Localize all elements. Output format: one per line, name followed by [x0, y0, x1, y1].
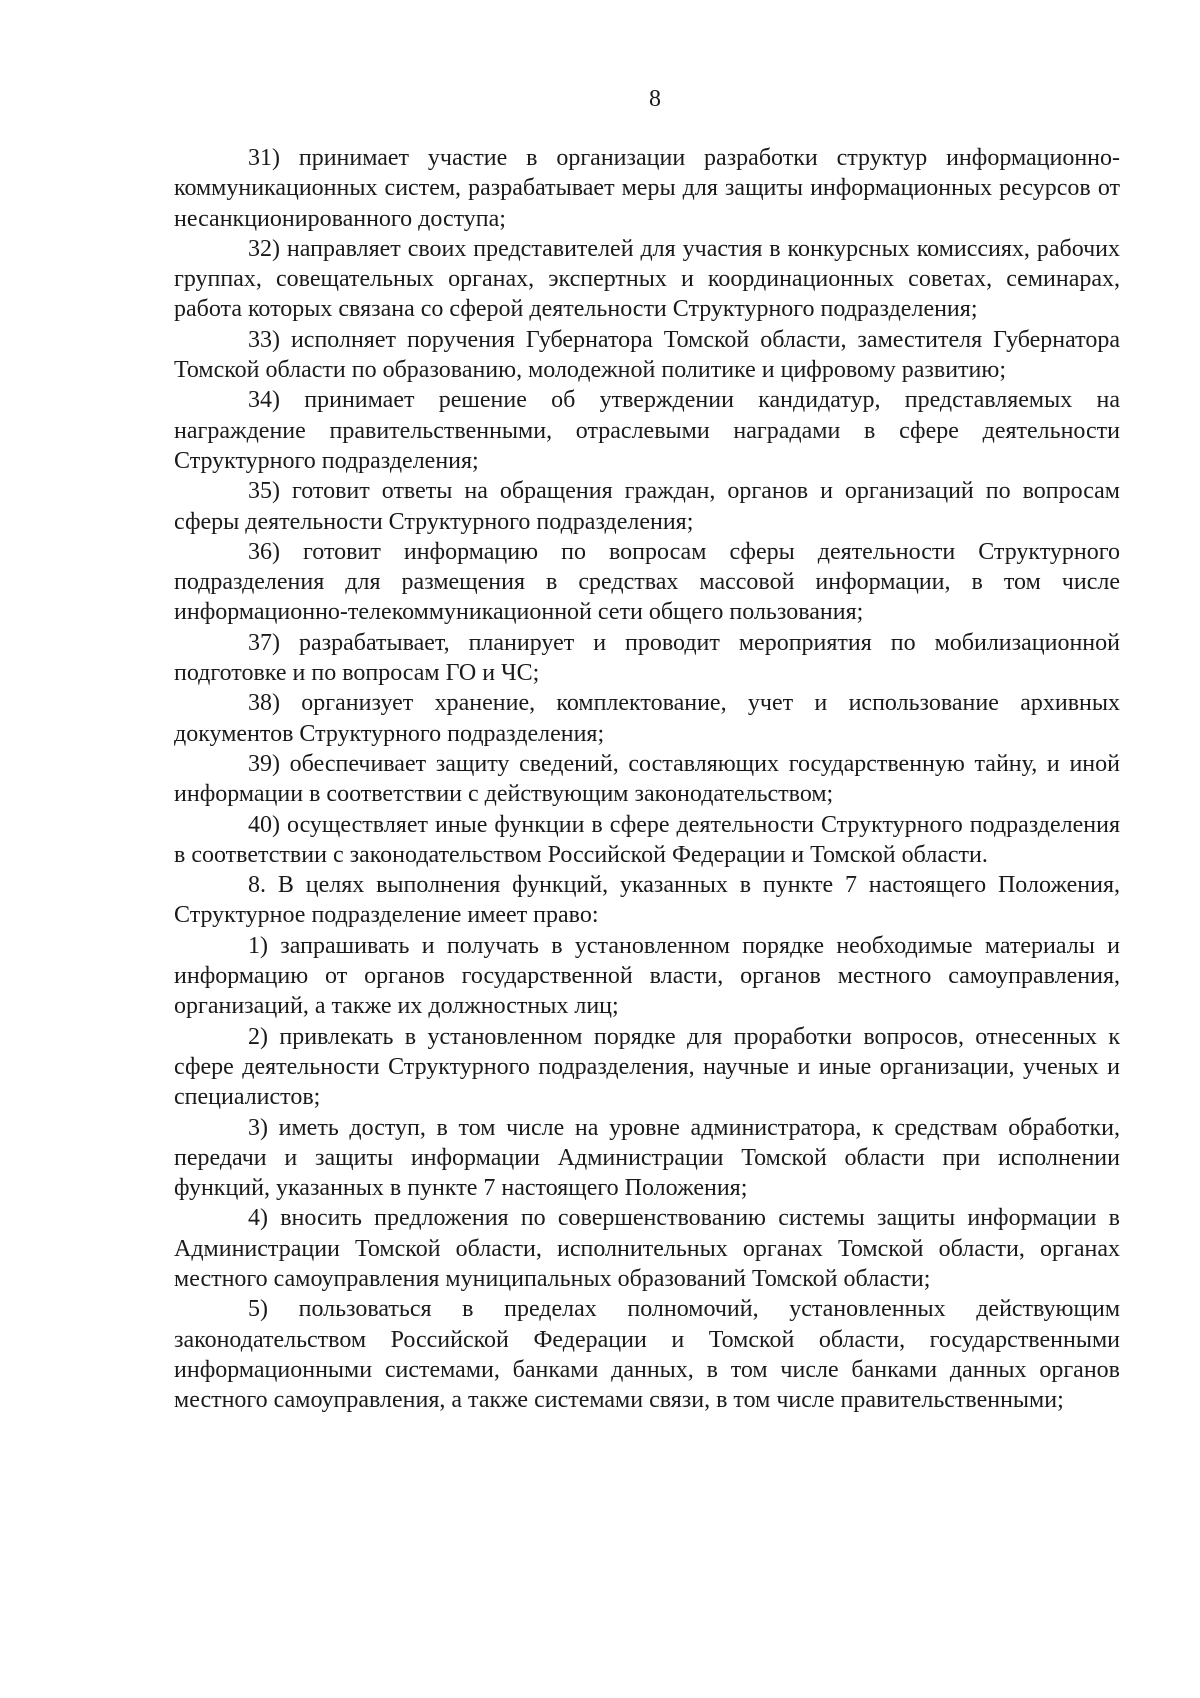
paragraph-item-40: 40) осуществляет иные функции в сфере деятельности Структурного подразделения в соответствии с законодательством Российской Федерации и Томской области.: [174, 811, 1120, 868]
right-item-1: 1) запрашивать и получать в установленном порядке необходимые материалы и информацию от органов государственной власти, органов местного самоуправления, организаций, а также их должностных лиц;: [174, 932, 1120, 1020]
right-item-5: 5) пользоваться в пределах полномочий, установленных действующим законодательством Российской Федерации и Томской области, государственными информационными системами, банками данных, в том числе банками данных органов местного самоуправления, а также системами связи, в том числе правительственными;: [174, 1296, 1120, 1414]
paragraph-item-37: 37) разрабатывает, планирует и проводит мероприятия по мобилизационной подготовке и по вопросам ГО и ЧС;: [174, 629, 1120, 687]
paragraph-item-33: 33) исполняет поручения Губернатора Томской области, заместителя Губернатора Томской области по образованию, молодежной политике и цифровому развитию;: [174, 326, 1120, 384]
right-item-2: 2) привлекать в установленном порядке для проработки вопросов, отнесенных к сфере деятельности Структурного подразделения, научные и иные организации, ученых и специалистов;: [174, 1023, 1120, 1111]
paragraph-item-35: 35) готовит ответы на обращения граждан, органов и организаций по вопросам сферы деятельности Структурного подразделения;: [174, 478, 1120, 535]
paragraph-item-38: 38) организует хранение, комплектование, учет и использование архивных документов Структурного подразделения;: [174, 690, 1120, 747]
document-body: [174, 143, 1120, 1415]
paragraph-item-36: 36) готовит информацию по вопросам сферы деятельности Структурного подразделения для размещения в средствах массовой информации, в том числе информационно-телекоммуникационной сети общего пользования;: [174, 538, 1120, 626]
paragraph-item-31: 31) принимает участие в организации разработки структур информационно-коммуникационных систем, разрабатывает меры для защиты информационных ресурсов от несанкционированного доступа;: [174, 145, 1120, 232]
paragraph-item-34: 34) принимает решение об утверждении кандидатур, представляемых на награждение правительственными, отраслевыми наградами в сфере деятельности Структурного подразделения;: [174, 387, 1120, 474]
page-number: 8: [649, 86, 661, 112]
right-item-4: 4) вносить предложения по совершенствованию системы защиты информации в Администрации Томской области, исполнительных органах Томской области, органах местного самоуправления муниципальных образований Томской области;: [174, 1205, 1120, 1292]
right-item-3: 3) иметь доступ, в том числе на уровне администратора, к средствам обработки, передачи и защиты информации Администрации Томской области при исполнении функций, указанных в пункте 7 настоящего Положения;: [174, 1114, 1120, 1202]
section-8-intro: 8. В целях выполнения функций, указанных в пункте 7 настоящего Положения, Структурное подразделение имеет право:: [174, 872, 1120, 929]
paragraph-item-39: 39) обеспечивает защиту сведений, составляющих государственную тайну, и иной информации в соответствии с действующим законодательством;: [174, 750, 1120, 808]
paragraph-item-32: 32) направляет своих представителей для участия в конкурсных комиссиях, рабочих группах, совещательных органах, экспертных и координационных советах, семинарах, работа которых связана со сферой деятельности Структурного подразделения;: [174, 235, 1120, 323]
